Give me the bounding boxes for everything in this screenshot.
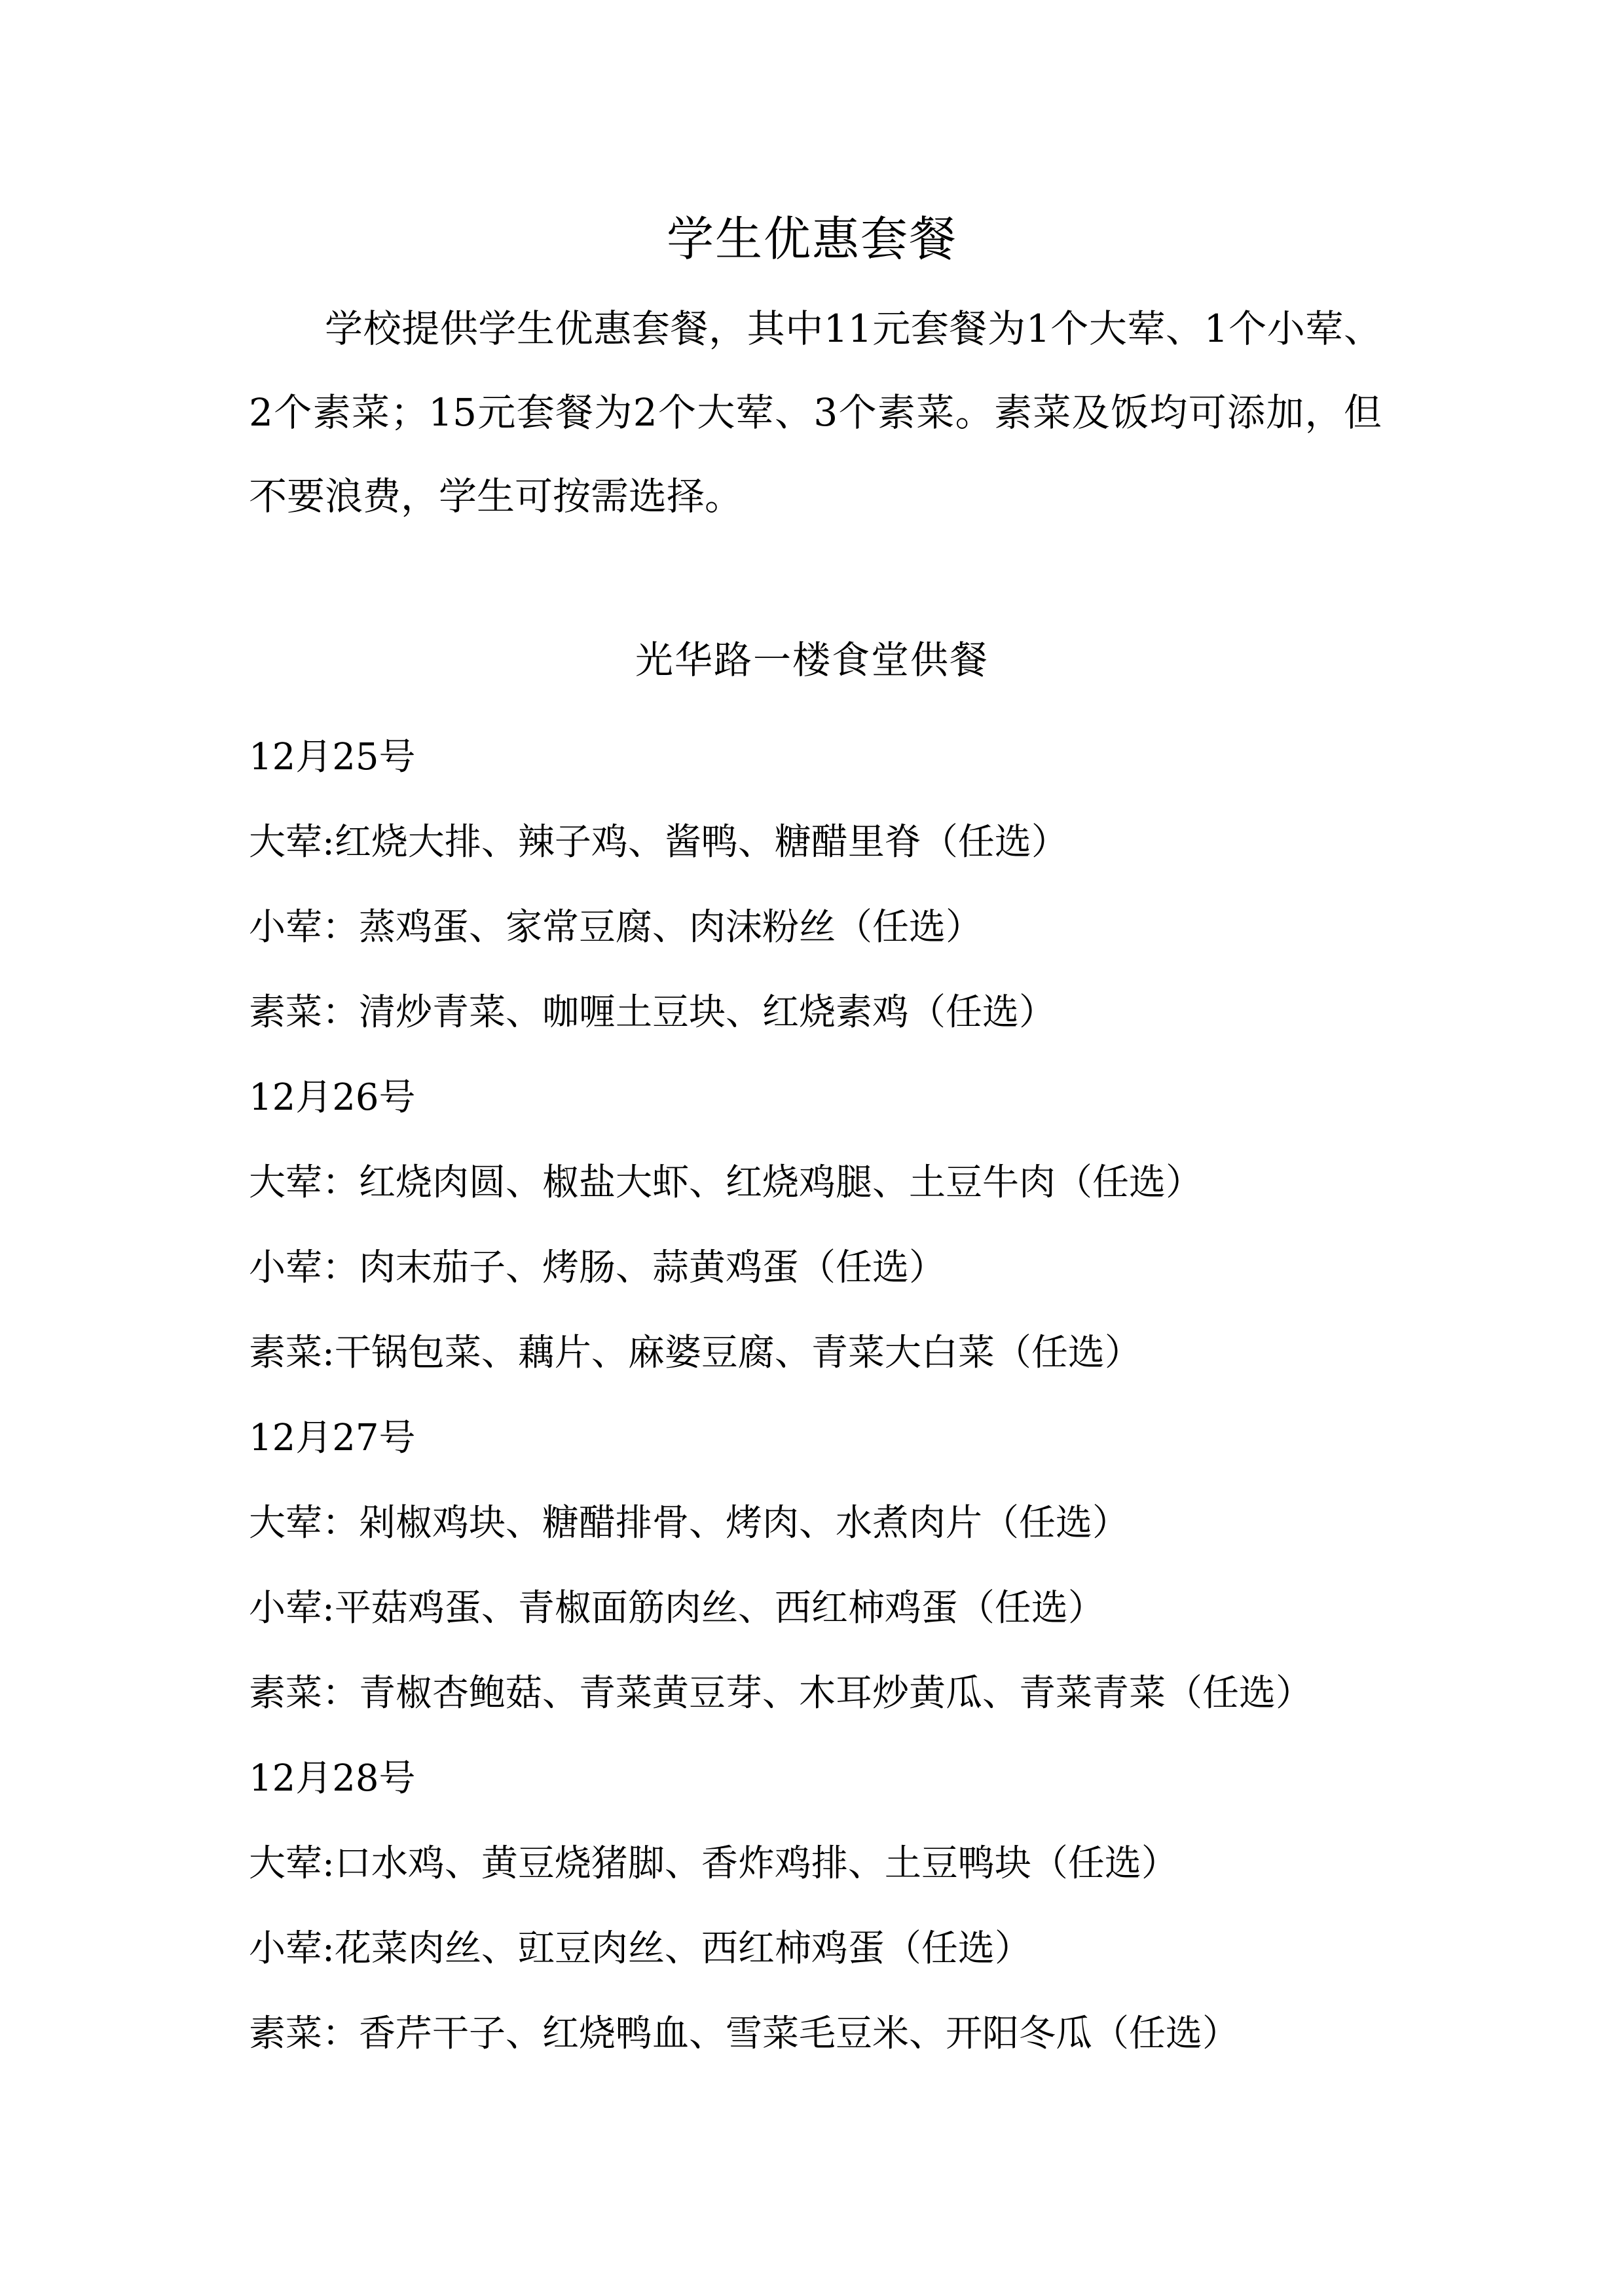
canteen-title: 光华路一楼食堂供餐 [635, 638, 989, 682]
big-meat-line: 大荤：红烧肉圆、椒盐大虾、红烧鸡腿、土豆牛肉（任选） [249, 1161, 1202, 1204]
day-date: 12月27号 [249, 1417, 416, 1459]
vegetable-line: 素菜:干锅包菜、藕片、麻婆豆腐、青菜大白菜（任选） [249, 1332, 1141, 1374]
big-meat-line: 大荤:红烧大排、辣子鸡、酱鸭、糖醋里脊（任选） [249, 821, 1068, 864]
day-date: 12月28号 [249, 1757, 416, 1800]
vegetable-line: 素菜：香芹干子、红烧鸭血、雪菜毛豆米、开阳冬瓜（任选） [249, 2013, 1239, 2055]
menu-list [249, 715, 1493, 2077]
page-title: 学生优惠套餐 [666, 211, 957, 266]
big-meat-line: 大荤：剁椒鸡块、糖醋排骨、烤肉、水煮肉片（任选） [249, 1502, 1129, 1544]
small-meat-line: 小荤:平菇鸡蛋、青椒面筋肉丝、西红柿鸡蛋（任选） [249, 1587, 1105, 1630]
vegetable-line: 素菜：青椒杏鲍菇、青菜黄豆芽、木耳炒黄瓜、青菜青菜（任选） [249, 1672, 1312, 1715]
day-date: 12月26号 [249, 1076, 416, 1119]
day-date: 12月25号 [249, 736, 416, 778]
intro-paragraph: 学校提供学生优惠套餐，其中11元套餐为1个大荤、1个小荤、2个素菜；15元套餐为2个大荤、3个素菜。素菜及饭均可添加，但不要浪费，学生可按需选择。 [249, 306, 1382, 519]
vegetable-line: 素菜：清炒青菜、咖喱土豆块、红烧素鸡（任选） [249, 991, 1056, 1034]
small-meat-line: 小荤：蒸鸡蛋、家常豆腐、肉沫粉丝（任选） [249, 906, 982, 949]
big-meat-line: 大荤:口水鸡、黄豆烧猪脚、香炸鸡排、土豆鸭块（任选） [249, 1842, 1178, 1885]
small-meat-line: 小荤：肉末茄子、烤肠、蒜黄鸡蛋（任选） [249, 1247, 946, 1289]
small-meat-line: 小荤:花菜肉丝、豇豆肉丝、西红柿鸡蛋（任选） [249, 1927, 1031, 1970]
